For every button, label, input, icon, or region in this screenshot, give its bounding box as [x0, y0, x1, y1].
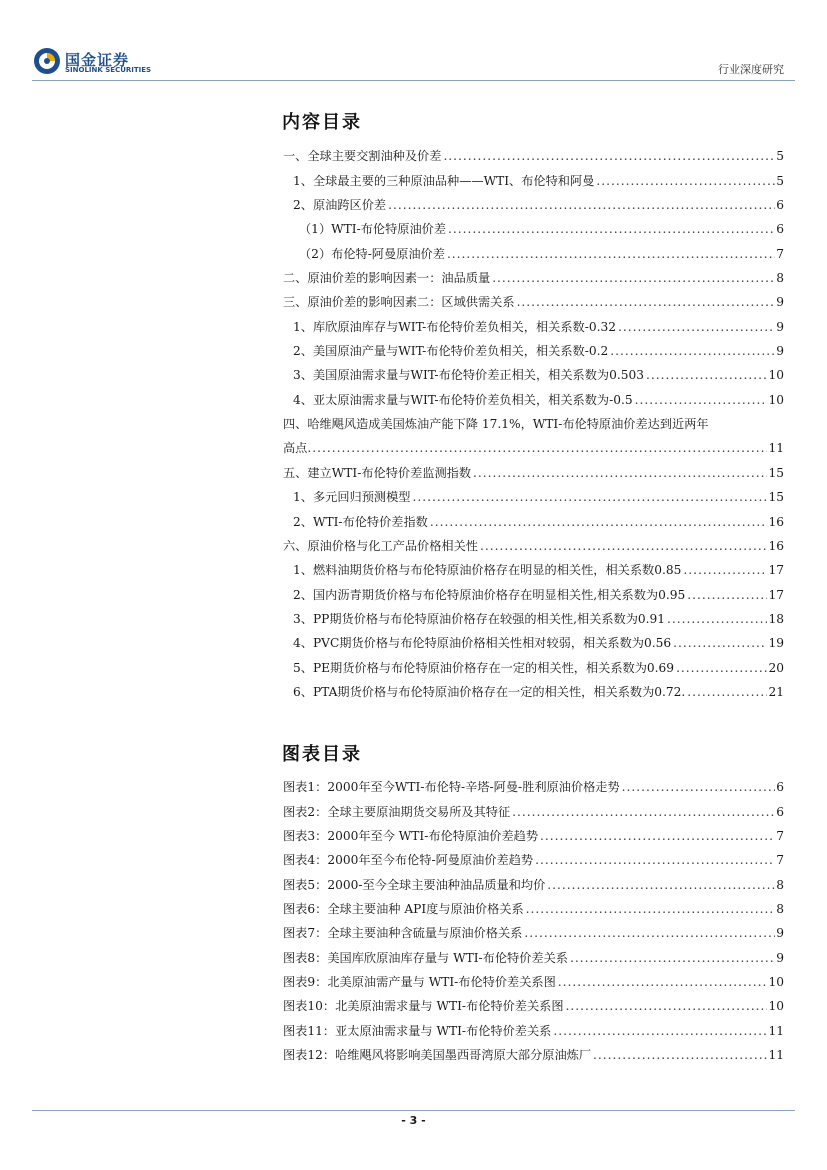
toc-entry-title: 图表12：哈维飓风将影响美国墨西哥湾原大部分原油炼厂 [283, 1048, 592, 1063]
sinolink-logo-icon [33, 47, 61, 75]
dot-leader [610, 343, 775, 359]
toc-entry-title: 图表10：北美原油需求量与 WTI-布伦特价差关系图 [283, 999, 564, 1014]
figures-title: 图表目录 [282, 744, 362, 765]
toc-entry-title: 1、多元回归预测模型 [293, 490, 411, 505]
dot-leader [622, 779, 776, 795]
toc-entry[interactable] [283, 164, 784, 188]
toc-entry-title: 二、原油价差的影响因素一：油品质量 [283, 271, 491, 286]
dot-leader [646, 367, 768, 383]
toc-title: 内容目录 [282, 112, 362, 133]
dot-leader [618, 319, 775, 335]
toc-entry-page: 10 [768, 975, 784, 990]
toc-entry-title: 3、美国原油需求量与WIT-布伦特价差正相关，相关系数为0.503 [293, 368, 644, 383]
toc-entry-title: 6、PTA期货价格与布伦特原油价格存在一定的相关性，相关系数为0.72. [293, 684, 686, 699]
logo-english-name: SINOLINK SECURITIES [65, 66, 152, 74]
figure-entry[interactable] [283, 868, 784, 892]
dot-leader [492, 270, 775, 286]
toc-entry-title: 2、WTI-布伦特价差指数 [293, 514, 428, 529]
toc-entry[interactable] [283, 530, 784, 554]
figure-entry[interactable] [283, 771, 784, 795]
toc-entry-title: 三、原油价差的影响因素二：区域供需关系 [283, 295, 515, 310]
toc-entry[interactable] [283, 651, 784, 675]
toc-entry-page: 17 [768, 563, 784, 578]
toc-entry-title: 六、原油价格与化工产品价格相关性 [283, 538, 478, 553]
toc-entry[interactable] [283, 335, 784, 359]
toc-entry-title-cont: 高点 [283, 441, 308, 456]
toc-entry[interactable] [283, 603, 784, 627]
page-number: - 3 - [401, 1114, 426, 1127]
toc-entry[interactable] [283, 189, 784, 213]
figure-entry[interactable] [283, 893, 784, 917]
toc-entry-page: 10 [768, 392, 784, 407]
toc-entry[interactable] [283, 505, 784, 529]
toc-entry-wrapped[interactable] [283, 408, 784, 457]
toc-entry[interactable] [283, 140, 784, 164]
dot-leader [687, 587, 767, 603]
toc-entry[interactable] [283, 237, 784, 261]
toc-entry-title: 1、燃料油期货价格与布伦特原油价格存在明显的相关性，相关系数0.85 [293, 563, 682, 578]
dot-leader [593, 1047, 767, 1063]
dot-leader [448, 221, 775, 237]
toc-entry-title: 图表7：全球主要油种含硫量与原油价格关系 [283, 926, 523, 941]
toc-entry-page: 11 [768, 441, 784, 456]
toc-entry[interactable] [283, 359, 784, 383]
toc-entry-title: 四、哈维飓风造成美国炼油产能下降 17.1%，WTI-布伦特原油价差达到近两年 [283, 417, 709, 432]
toc-entry-page: 5 [776, 173, 784, 188]
toc-entry-page: 16 [768, 514, 784, 529]
toc-entry-page: 15 [768, 465, 784, 480]
toc-entry-title: 5、PE期货价格与布伦特原油价格存在一定的相关性，相关系数为0.69 [293, 660, 675, 675]
toc-entry[interactable] [283, 286, 784, 310]
toc-entry[interactable] [283, 554, 784, 578]
toc-entry[interactable] [283, 481, 784, 505]
toc-entry-page: 9 [776, 950, 784, 965]
toc-entry-title: 图表1：2000年至今WTI-布伦特-辛塔-阿曼-胜利原油价格走势 [283, 780, 620, 795]
dot-leader [512, 804, 775, 820]
toc-entry-title: 1、库欣原油库存与WIT-布伦特价差负相关，相关系数-0.32 [293, 319, 616, 334]
dot-leader [480, 538, 767, 554]
toc-entry-page: 19 [768, 636, 784, 651]
toc-entry-title: 1、全球最主要的三种原油品种——WTI、布伦特和阿曼 [293, 173, 595, 188]
toc-entry-title: 五、建立WTI-布伦特价差监测指数 [283, 465, 472, 480]
dot-leader [673, 635, 767, 651]
toc-entry-page: 7 [776, 853, 784, 868]
toc-entry-title: 图表5：2000-至今全球主要油种油品质量和均价 [283, 877, 546, 892]
toc-entry-page: 6 [776, 198, 784, 213]
toc-entry-page: 16 [768, 538, 784, 553]
toc-entry-page: 7 [776, 829, 784, 844]
dot-leader [570, 950, 775, 966]
toc-entry-title: 图表11：亚太原油需求量与 WTI-布伦特价差关系 [283, 1023, 552, 1038]
dot-leader [430, 514, 768, 530]
toc-entry-page: 10 [768, 368, 784, 383]
toc-entry-page: 20 [768, 660, 784, 675]
toc-entry-page: 7 [776, 246, 784, 261]
toc-entry-title: 图表3：2000年至今 WTI-布伦特原油价差趋势 [283, 829, 539, 844]
toc-entry-title: 一、全球主要交割油种及价差 [283, 149, 442, 164]
toc-entry-page: 6 [776, 222, 784, 237]
dot-leader [553, 1023, 767, 1039]
toc-entry-page: 11 [768, 1023, 784, 1038]
dot-leader [524, 925, 775, 941]
toc-entry-page: 9 [776, 319, 784, 334]
toc-entry[interactable] [283, 310, 784, 334]
toc-entry-page: 15 [768, 490, 784, 505]
dot-leader [535, 852, 775, 868]
toc-entry-title: 2、原油跨区价差 [293, 198, 387, 213]
toc-entry-title: （1）WTI-布伦特原油价差 [299, 222, 447, 237]
dot-leader [443, 148, 775, 164]
toc-entry-title: （2）布伦特-阿曼原油价差 [299, 246, 445, 261]
toc-entry-title: 3、PP期货价格与布伦特原油价格存在较强的相关性,相关系数为0.91 [293, 611, 666, 626]
figure-entry[interactable] [283, 795, 784, 819]
toc-entry-page: 8 [776, 902, 784, 917]
dot-leader [517, 294, 776, 310]
toc-entry-title: 2、美国原油产量与WIT-布伦特价差负相关，相关系数-0.2 [293, 344, 609, 359]
toc-entry-page: 10 [768, 999, 784, 1014]
dot-leader [412, 489, 767, 505]
toc-entry-page: 6 [776, 780, 784, 795]
dot-leader [687, 684, 767, 700]
toc-entry-page: 9 [776, 926, 784, 941]
dot-leader [683, 562, 767, 578]
toc-entry-page: 18 [768, 611, 784, 626]
toc-entry-page: 8 [776, 271, 784, 286]
toc-entry-page: 21 [768, 684, 784, 699]
toc-entry[interactable] [283, 676, 784, 700]
toc-entry-page: 11 [768, 1048, 784, 1063]
header-divider [32, 80, 795, 81]
toc-entry[interactable] [283, 578, 784, 602]
dot-leader [547, 877, 775, 893]
report-type-label: 行业深度研究 [718, 63, 784, 76]
toc-entry[interactable] [283, 213, 784, 237]
figure-entry[interactable] [283, 917, 784, 941]
dot-leader [566, 998, 768, 1014]
dot-leader [540, 828, 775, 844]
toc-entry-title: 图表9：北美原油需产量与 WTI-布伦特价差关系图 [283, 975, 556, 990]
dot-leader [667, 611, 767, 627]
toc-entry-title: 4、亚太原油需求量与WIT-布伦特价差负相关，相关系数为-0.5 [293, 392, 633, 407]
toc-entry-title: 2、国内沥青期货价格与布伦特原油价格存在明显相关性,相关系数为0.95 [293, 587, 686, 602]
logo-chinese-name: 国金证券 [65, 51, 130, 69]
toc-entry-page: 9 [776, 344, 784, 359]
dot-leader [447, 246, 775, 262]
toc-entry-page: 17 [768, 587, 784, 602]
toc-entry-page: 8 [776, 877, 784, 892]
figures-list [283, 771, 784, 1063]
figure-entry[interactable] [283, 941, 784, 965]
toc-entry-page: 9 [776, 295, 784, 310]
toc-entry-title: 图表8：美国库欣原油库存量与 WTI-布伦特价差关系 [283, 950, 568, 965]
toc-entry[interactable] [283, 456, 784, 480]
toc-entry-page: 6 [776, 804, 784, 819]
dot-leader [473, 465, 767, 481]
toc-entry-title: 4、PVC期货价格与布伦特原油价格相关性相对较弱，相关系数为0.56 [293, 636, 672, 651]
toc-entry-title: 图表2：全球主要原油期货交易所及其特征 [283, 804, 511, 819]
dot-leader [526, 901, 776, 917]
dot-leader [635, 392, 768, 408]
footer-divider [32, 1110, 795, 1111]
toc-entry-title: 图表6：全球主要油种 API度与原油价格关系 [283, 902, 524, 917]
figure-entry[interactable] [283, 820, 784, 844]
figure-entry[interactable] [283, 990, 784, 1014]
toc-entry[interactable] [283, 627, 784, 651]
figure-entry[interactable] [283, 844, 784, 868]
table-of-contents [283, 140, 784, 700]
toc-entry-page: 5 [776, 149, 784, 164]
dot-leader [676, 660, 767, 676]
dot-leader [307, 440, 767, 456]
toc-entry[interactable] [283, 262, 784, 286]
figure-entry[interactable] [283, 1014, 784, 1038]
figure-entry[interactable] [283, 1039, 784, 1063]
figure-entry[interactable] [283, 966, 784, 990]
dot-leader [558, 974, 768, 990]
dot-leader [596, 173, 775, 189]
toc-entry-title: 图表4：2000年至今布伦特-阿曼原油价差趋势 [283, 853, 534, 868]
toc-entry[interactable] [283, 383, 784, 407]
dot-leader [388, 197, 775, 213]
